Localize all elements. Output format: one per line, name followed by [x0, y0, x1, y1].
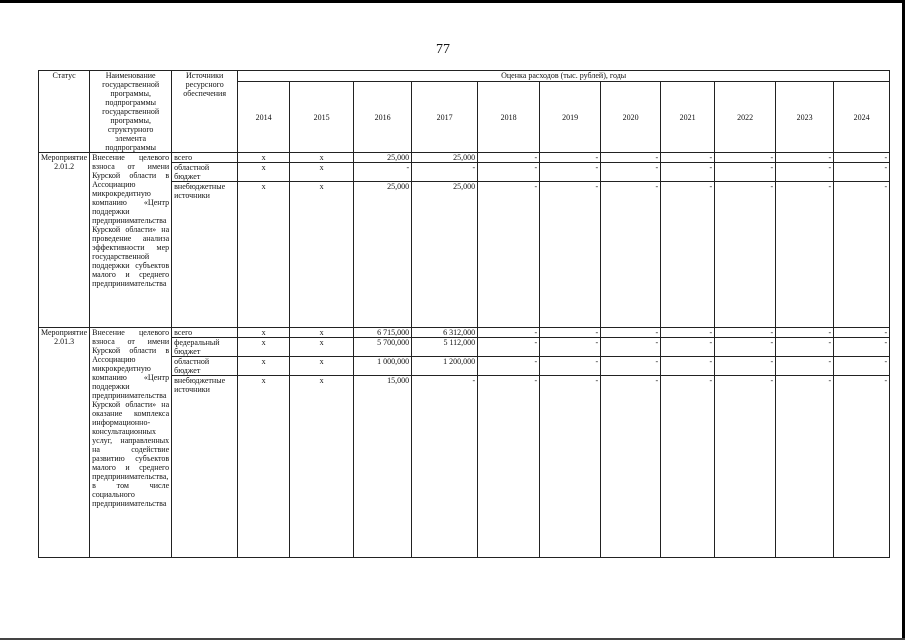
header-year-2021: 2021: [661, 82, 715, 153]
value-cell-2021: -: [661, 328, 715, 338]
value-cell-2014: x: [238, 328, 290, 338]
measure-name: Внесение целевого взноса от имени Курской области в Ассоциацию микрокредитную компанию «Центр поддержки предпринимательства Курской области» на проведение анализа эффективности мер государственной поддержки субъектов малого и среднего предпринимательства: [90, 153, 172, 328]
value-cell-2016: 6 715,000: [354, 328, 412, 338]
value-cell-2024: -: [834, 338, 890, 357]
value-cell-2019: -: [540, 357, 601, 376]
value-cell-2014: x: [238, 163, 290, 182]
funding-source: внебюджетные источники: [172, 376, 238, 558]
value-cell-2014: x: [238, 153, 290, 163]
funding-source: всего: [172, 153, 238, 163]
value-cell-2016: 1 000,000: [354, 357, 412, 376]
header-source: Источники ресурсного обеспечения: [172, 71, 238, 153]
header-name: Наименование государственной программы, подпрограммы государственной программы, структурного элемента подпрограммы: [90, 71, 172, 153]
value-cell-2024: -: [834, 357, 890, 376]
value-cell-2016: 15,000: [354, 376, 412, 558]
measure-status: Мероприятие 2.01.3: [39, 328, 90, 558]
header-year-2014: 2014: [238, 82, 290, 153]
table-header: [39, 71, 890, 153]
value-cell-2017: -: [412, 376, 478, 558]
header-year-2020: 2020: [601, 82, 661, 153]
value-cell-2022: -: [715, 338, 776, 357]
value-cell-2016: 25,000: [354, 153, 412, 163]
value-cell-2015: x: [290, 163, 354, 182]
value-cell-2015: x: [290, 338, 354, 357]
value-cell-2018: -: [478, 357, 540, 376]
header-year-2015: 2015: [290, 82, 354, 153]
value-cell-2021: -: [661, 338, 715, 357]
value-cell-2018: -: [478, 182, 540, 328]
funding-source: внебюджетные источники: [172, 182, 238, 328]
value-cell-2024: -: [834, 153, 890, 163]
value-cell-2016: 25,000: [354, 182, 412, 328]
value-cell-2023: -: [776, 328, 834, 338]
header-year-2017: 2017: [412, 82, 478, 153]
value-cell-2017: 25,000: [412, 153, 478, 163]
funding-source: всего: [172, 328, 238, 338]
header-year-2022: 2022: [715, 82, 776, 153]
value-cell-2017: 5 112,000: [412, 338, 478, 357]
value-cell-2020: -: [601, 153, 661, 163]
value-cell-2019: -: [540, 153, 601, 163]
table-row: [39, 153, 890, 163]
value-cell-2017: -: [412, 163, 478, 182]
value-cell-2015: x: [290, 182, 354, 328]
value-cell-2015: x: [290, 376, 354, 558]
value-cell-2021: -: [661, 376, 715, 558]
value-cell-2022: -: [715, 182, 776, 328]
value-cell-2015: x: [290, 328, 354, 338]
value-cell-2016: -: [354, 163, 412, 182]
header-year-2024: 2024: [834, 82, 890, 153]
value-cell-2017: 25,000: [412, 182, 478, 328]
value-cell-2023: -: [776, 357, 834, 376]
header-status: Статус: [39, 71, 90, 153]
value-cell-2020: -: [601, 338, 661, 357]
value-cell-2014: x: [238, 376, 290, 558]
value-cell-2018: -: [478, 328, 540, 338]
value-cell-2018: -: [478, 338, 540, 357]
value-cell-2019: -: [540, 376, 601, 558]
header-year-2023: 2023: [776, 82, 834, 153]
value-cell-2021: -: [661, 153, 715, 163]
value-cell-2024: -: [834, 182, 890, 328]
value-cell-2019: -: [540, 328, 601, 338]
expenditure-table: [38, 70, 890, 558]
funding-source: областной бюджет: [172, 357, 238, 376]
value-cell-2018: -: [478, 376, 540, 558]
value-cell-2017: 1 200,000: [412, 357, 478, 376]
value-cell-2016: 5 700,000: [354, 338, 412, 357]
value-cell-2022: -: [715, 153, 776, 163]
value-cell-2021: -: [661, 357, 715, 376]
value-cell-2022: -: [715, 357, 776, 376]
funding-source: областной бюджет: [172, 163, 238, 182]
value-cell-2014: x: [238, 182, 290, 328]
value-cell-2020: -: [601, 357, 661, 376]
value-cell-2024: -: [834, 163, 890, 182]
measure-name: Внесение целевого взноса от имени Курской области в Ассоциацию микрокредитную компанию «Центр поддержки предпринимательства Курской области» на оказание комплекса информационно-консультационных услуг, направленных на содействие развитию субъектов малого и среднего предпринимательства, в том числе социального предпринимательства: [90, 328, 172, 558]
value-cell-2020: -: [601, 328, 661, 338]
value-cell-2019: -: [540, 163, 601, 182]
value-cell-2022: -: [715, 163, 776, 182]
value-cell-2024: -: [834, 328, 890, 338]
value-cell-2020: -: [601, 163, 661, 182]
value-cell-2018: -: [478, 153, 540, 163]
value-cell-2019: -: [540, 338, 601, 357]
value-cell-2015: x: [290, 357, 354, 376]
value-cell-2022: -: [715, 376, 776, 558]
value-cell-2020: -: [601, 376, 661, 558]
measure-status: Мероприятие 2.01.2: [39, 153, 90, 328]
header-year-2019: 2019: [540, 82, 601, 153]
value-cell-2018: -: [478, 163, 540, 182]
value-cell-2019: -: [540, 182, 601, 328]
value-cell-2015: x: [290, 153, 354, 163]
value-cell-2014: x: [238, 357, 290, 376]
value-cell-2023: -: [776, 376, 834, 558]
value-cell-2023: -: [776, 338, 834, 357]
header-year-2016: 2016: [354, 82, 412, 153]
scan-border-top: [0, 0, 905, 3]
value-cell-2022: -: [715, 328, 776, 338]
value-cell-2017: 6 312,000: [412, 328, 478, 338]
page-number: 77: [436, 42, 450, 57]
table-body: [39, 153, 890, 558]
value-cell-2023: -: [776, 153, 834, 163]
funding-source: федеральный бюджет: [172, 338, 238, 357]
header-estimate: Оценка расходов (тыс. рублей), годы: [238, 71, 890, 82]
value-cell-2023: -: [776, 163, 834, 182]
value-cell-2021: -: [661, 163, 715, 182]
value-cell-2020: -: [601, 182, 661, 328]
header-year-2018: 2018: [478, 82, 540, 153]
value-cell-2014: x: [238, 338, 290, 357]
table-row: [39, 328, 890, 338]
value-cell-2023: -: [776, 182, 834, 328]
value-cell-2021: -: [661, 182, 715, 328]
value-cell-2024: -: [834, 376, 890, 558]
